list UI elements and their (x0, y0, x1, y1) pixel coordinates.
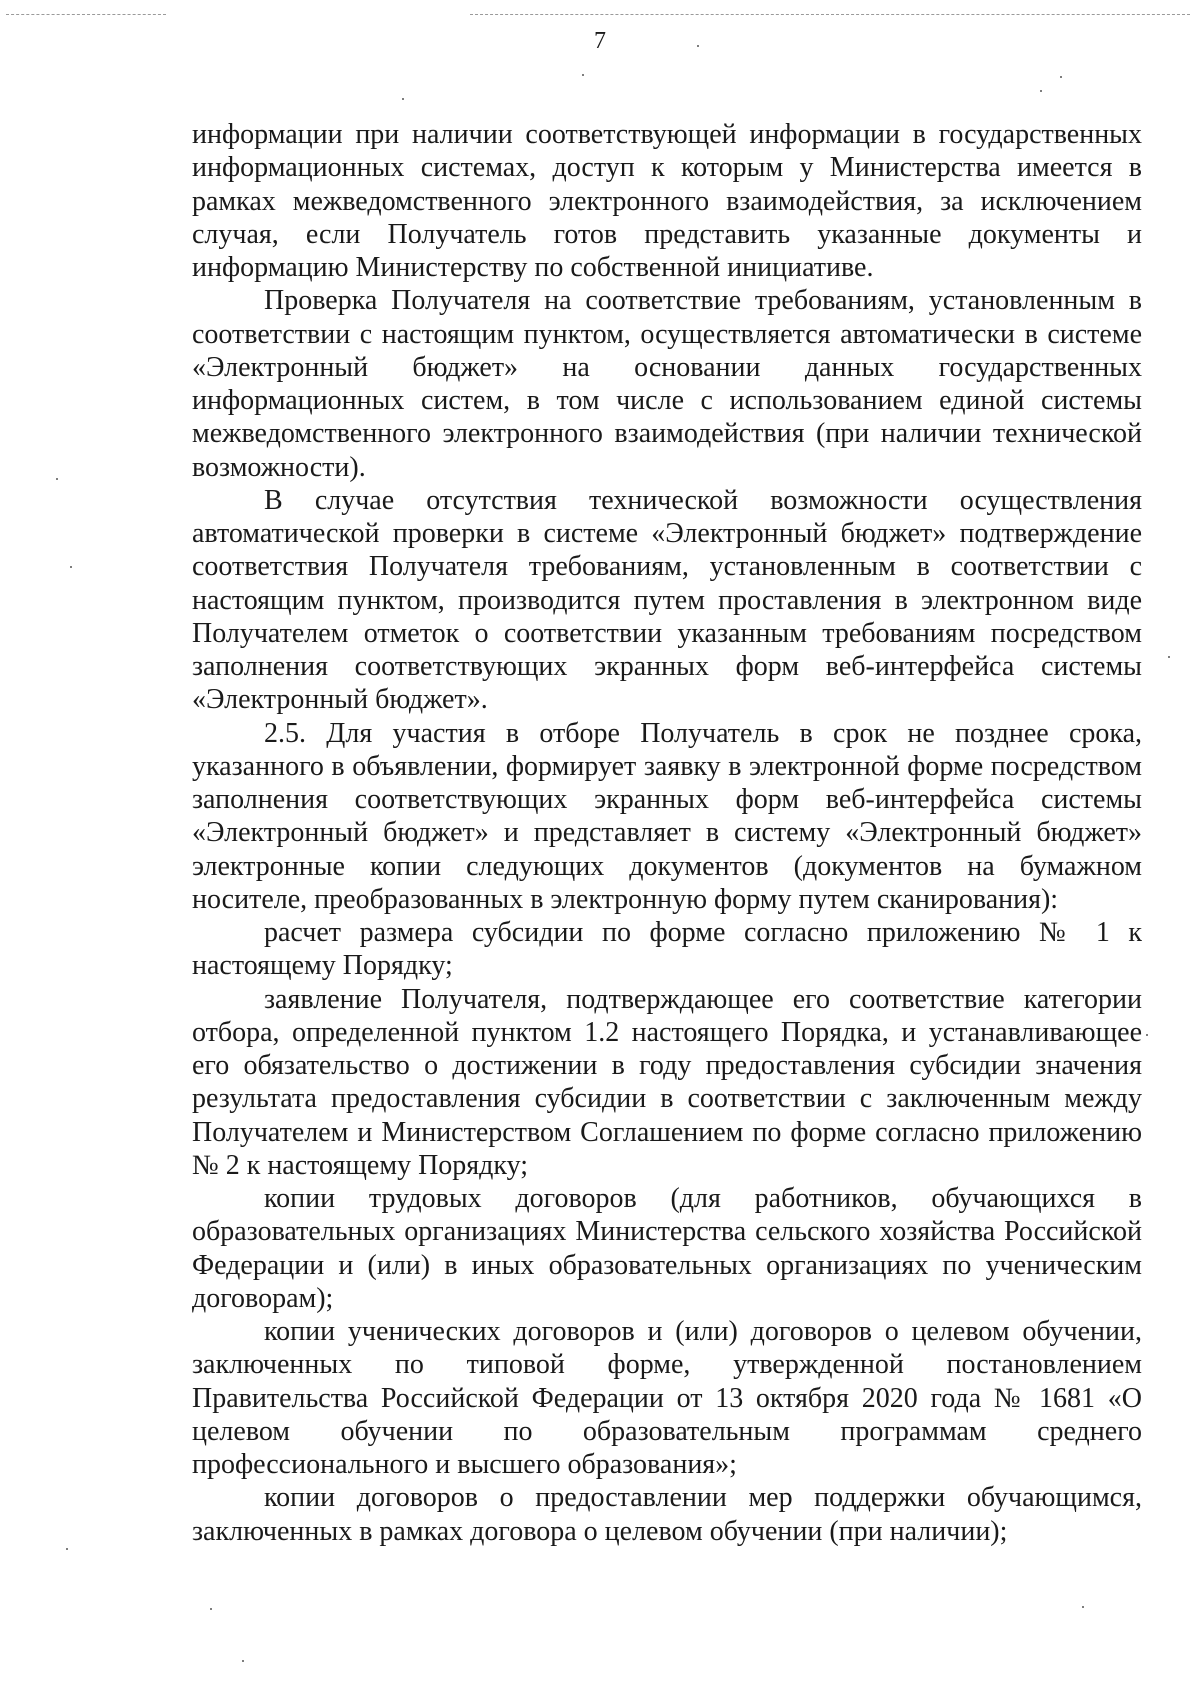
list-item: расчет размера субсидии по форме согласно приложению № 1 к настоящему Порядку; (192, 917, 1142, 982)
scan-speck (1082, 1606, 1084, 1608)
paragraph: В случае отсутствия технической возможности осуществления автоматической проверки в системе «Электронный бюджет» подтверждение соответствия Получателя требованиям, установленным в соответствии с настоящим пунктом, производится путем проставления в электронном виде Получателем отметок о соответствии указанным требованиям посредством заполнения соответствующих экранных форм веб-интерфейса системы «Электронный бюджет». (192, 484, 1142, 716)
page-number: 7 (594, 28, 606, 54)
paragraph: Проверка Получателя на соответствие требованиям, установленным в соответствии с настоящим пунктом, осуществляется автоматически в системе «Электронный бюджет» на основании данных государственных информационных систем, в том числе с использованием единой системы межведомственного электронного взаимодействия (при наличии технической возможности). (192, 285, 1142, 483)
scan-speck (242, 1660, 244, 1662)
scan-speck (1040, 90, 1042, 92)
scan-speck (1060, 76, 1062, 78)
scan-speck (697, 45, 699, 47)
scan-speck (70, 566, 72, 568)
scan-speck (66, 1548, 68, 1550)
scan-speck (1146, 1034, 1148, 1036)
paragraph: информации при наличии соответствующей информации в государственных информационных системах, доступ к которым у Министерства имеется в рамках межведомственного электронного взаимодействия, за исключением случая, если Получатель готов представить указанные документы и информацию Министерству по собственной инициативе. (192, 119, 1142, 283)
scan-speck (582, 74, 584, 76)
scan-edge-left (6, 14, 166, 15)
scan-speck (56, 478, 58, 480)
list-item: копии трудовых договоров (для работников, обучающихся в образовательных организациях Министерства сельского хозяйства Российской Федерации и (или) в иных образовательных организациях по ученическим договорам); (192, 1183, 1142, 1314)
list-item: копии ученических договоров и (или) договоров о целевом обучении, заключенных по типовой форме, утвержденной постановлением Правительства Российской Федерации от 13 октября 2020 года № 1681 «О целевом обучении по образовательным программам среднего профессионального и высшего образования»; (192, 1316, 1142, 1480)
list-item: копии договоров о предоставлении мер поддержки обучающимся, заключенных в рамках договора о целевом обучении (при наличии); (192, 1482, 1142, 1547)
scan-speck (210, 1608, 212, 1610)
scan-speck (1168, 656, 1170, 658)
scan-edge-right (470, 14, 1190, 15)
list-item: заявление Получателя, подтверждающее его соответствие категории отбора, определенной пунктом 1.2 настоящего Порядка, и устанавливающее его обязательство о достижении в году предоставления субсидии значения результата предоставления субсидии в соответствии с заключенным между Получателем и Министерством Соглашением по форме согласно приложению № 2 к настоящему Порядку; (192, 983, 1142, 1181)
document-body (192, 118, 1142, 1548)
paragraph: 2.5. Для участия в отборе Получатель в срок не позднее срока, указанного в объявлении, формирует заявку в электронной форме посредством заполнения соответствующих экранных форм веб-интерфейса системы «Электронный бюджет» и представляет в систему «Электронный бюджет» электронные копии следующих документов (документов на бумажном носителе, преобразованных в электронную форму путем сканирования): (192, 717, 1142, 915)
scan-speck (402, 98, 404, 100)
